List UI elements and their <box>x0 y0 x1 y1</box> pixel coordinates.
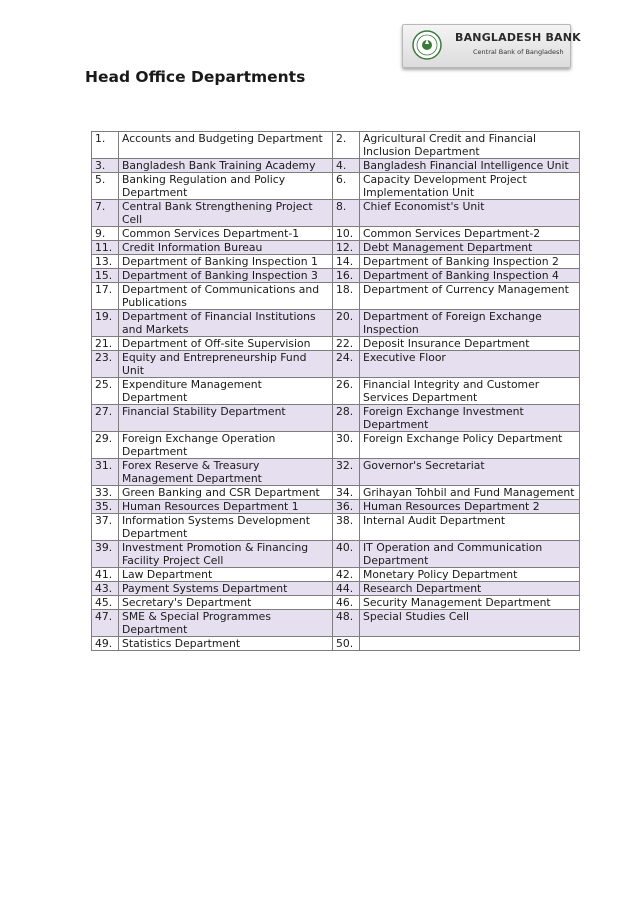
table-row <box>92 227 580 241</box>
dept-name: Research Department <box>360 582 580 596</box>
dept-number: 12. <box>333 241 360 255</box>
dept-number: 10. <box>333 227 360 241</box>
dept-number: 28. <box>333 405 360 432</box>
dept-name: Equity and Entrepreneurship Fund Unit <box>119 351 333 378</box>
dept-name: Accounts and Budgeting Department <box>119 132 333 159</box>
dept-name: Department of Financial Institutions and Markets <box>119 310 333 337</box>
table-row <box>92 378 580 405</box>
table-row <box>92 432 580 459</box>
dept-number: 5. <box>92 173 119 200</box>
dept-name: Chief Economist's Unit <box>360 200 580 227</box>
table-row <box>92 541 580 568</box>
dept-number: 38. <box>333 514 360 541</box>
dept-number: 35. <box>92 500 119 514</box>
dept-number: 44. <box>333 582 360 596</box>
dept-name: Governor's Secretariat <box>360 459 580 486</box>
dept-number: 16. <box>333 269 360 283</box>
dept-name: Department of Communications and Publications <box>119 283 333 310</box>
dept-name: Department of Banking Inspection 2 <box>360 255 580 269</box>
dept-name: Department of Off-site Supervision <box>119 337 333 351</box>
dept-name: Secretary's Department <box>119 596 333 610</box>
bank-name: BANGLADESH BANK <box>455 31 581 44</box>
dept-number: 15. <box>92 269 119 283</box>
dept-number: 31. <box>92 459 119 486</box>
dept-name: Information Systems Development Department <box>119 514 333 541</box>
dept-name: Foreign Exchange Policy Department <box>360 432 580 459</box>
dept-number: 43. <box>92 582 119 596</box>
dept-number: 30. <box>333 432 360 459</box>
table-row <box>92 310 580 337</box>
dept-number: 23. <box>92 351 119 378</box>
dept-name: Common Services Department-1 <box>119 227 333 241</box>
table-row <box>92 351 580 378</box>
bank-seal-icon <box>412 30 442 60</box>
dept-name: Green Banking and CSR Department <box>119 486 333 500</box>
dept-number: 7. <box>92 200 119 227</box>
table-row <box>92 582 580 596</box>
dept-number: 21. <box>92 337 119 351</box>
dept-number: 47. <box>92 610 119 637</box>
table-row <box>92 255 580 269</box>
table-row <box>92 283 580 310</box>
dept-name: Internal Audit Department <box>360 514 580 541</box>
dept-number: 9. <box>92 227 119 241</box>
dept-name: Bangladesh Financial Intelligence Unit <box>360 159 580 173</box>
table-row <box>92 173 580 200</box>
dept-number: 4. <box>333 159 360 173</box>
table-row <box>92 405 580 432</box>
dept-name: Department of Banking Inspection 4 <box>360 269 580 283</box>
dept-name: Department of Banking Inspection 3 <box>119 269 333 283</box>
table-row <box>92 568 580 582</box>
dept-number: 26. <box>333 378 360 405</box>
dept-number: 19. <box>92 310 119 337</box>
dept-name: SME & Special Programmes Department <box>119 610 333 637</box>
dept-number: 50. <box>333 637 360 651</box>
dept-number: 14. <box>333 255 360 269</box>
dept-name: Department of Currency Management <box>360 283 580 310</box>
dept-name: Financial Integrity and Customer Services Department <box>360 378 580 405</box>
dept-number: 3. <box>92 159 119 173</box>
dept-number: 1. <box>92 132 119 159</box>
dept-name: IT Operation and Communication Department <box>360 541 580 568</box>
dept-name: Central Bank Strengthening Project Cell <box>119 200 333 227</box>
dept-name: Capacity Development Project Implementation Unit <box>360 173 580 200</box>
table-row <box>92 159 580 173</box>
dept-name: Monetary Policy Department <box>360 568 580 582</box>
table-row <box>92 637 580 651</box>
dept-number: 22. <box>333 337 360 351</box>
dept-name: Human Resources Department 2 <box>360 500 580 514</box>
dept-name <box>360 637 580 651</box>
dept-name: Foreign Exchange Operation Department <box>119 432 333 459</box>
dept-number: 17. <box>92 283 119 310</box>
dept-number: 37. <box>92 514 119 541</box>
dept-number: 36. <box>333 500 360 514</box>
dept-number: 20. <box>333 310 360 337</box>
dept-name: Law Department <box>119 568 333 582</box>
dept-number: 42. <box>333 568 360 582</box>
table-row <box>92 610 580 637</box>
dept-name: Payment Systems Department <box>119 582 333 596</box>
dept-number: 46. <box>333 596 360 610</box>
dept-number: 45. <box>92 596 119 610</box>
dept-name: Investment Promotion & Financing Facility Project Cell <box>119 541 333 568</box>
dept-number: 11. <box>92 241 119 255</box>
table-row <box>92 200 580 227</box>
table-row <box>92 269 580 283</box>
dept-number: 25. <box>92 378 119 405</box>
dept-name: Deposit Insurance Department <box>360 337 580 351</box>
dept-number: 13. <box>92 255 119 269</box>
dept-number: 41. <box>92 568 119 582</box>
dept-name: Special Studies Cell <box>360 610 580 637</box>
bank-logo <box>402 24 581 68</box>
dept-number: 39. <box>92 541 119 568</box>
dept-name: Financial Stability Department <box>119 405 333 432</box>
table-row <box>92 241 580 255</box>
dept-number: 40. <box>333 541 360 568</box>
table-row <box>92 596 580 610</box>
departments-table <box>91 131 580 651</box>
dept-name: Common Services Department-2 <box>360 227 580 241</box>
departments-table-body <box>92 132 580 651</box>
dept-name: Credit Information Bureau <box>119 241 333 255</box>
dept-name: Foreign Exchange Investment Department <box>360 405 580 432</box>
dept-number: 6. <box>333 173 360 200</box>
dept-name: Expenditure Management Department <box>119 378 333 405</box>
dept-name: Department of Banking Inspection 1 <box>119 255 333 269</box>
dept-number: 34. <box>333 486 360 500</box>
dept-name: Security Management Department <box>360 596 580 610</box>
dept-number: 49. <box>92 637 119 651</box>
bank-tagline: Central Bank of Bangladesh <box>473 48 564 56</box>
dept-name: Grihayan Tohbil and Fund Management <box>360 486 580 500</box>
dept-number: 48. <box>333 610 360 637</box>
dept-name: Bangladesh Bank Training Academy <box>119 159 333 173</box>
dept-number: 8. <box>333 200 360 227</box>
table-row <box>92 514 580 541</box>
dept-number: 2. <box>333 132 360 159</box>
dept-number: 24. <box>333 351 360 378</box>
dept-number: 18. <box>333 283 360 310</box>
dept-number: 32. <box>333 459 360 486</box>
dept-name: Department of Foreign Exchange Inspection <box>360 310 580 337</box>
dept-number: 27. <box>92 405 119 432</box>
page-title: Head Office Departments <box>85 68 306 86</box>
dept-name: Forex Reserve & Treasury Management Department <box>119 459 333 486</box>
dept-name: Banking Regulation and Policy Department <box>119 173 333 200</box>
dept-name: Executive Floor <box>360 351 580 378</box>
table-row <box>92 132 580 159</box>
dept-name: Human Resources Department 1 <box>119 500 333 514</box>
dept-number: 33. <box>92 486 119 500</box>
table-row <box>92 500 580 514</box>
table-row <box>92 337 580 351</box>
table-row <box>92 486 580 500</box>
dept-name: Agricultural Credit and Financial Inclusion Department <box>360 132 580 159</box>
dept-number: 29. <box>92 432 119 459</box>
table-row <box>92 459 580 486</box>
dept-name: Statistics Department <box>119 637 333 651</box>
dept-name: Debt Management Department <box>360 241 580 255</box>
